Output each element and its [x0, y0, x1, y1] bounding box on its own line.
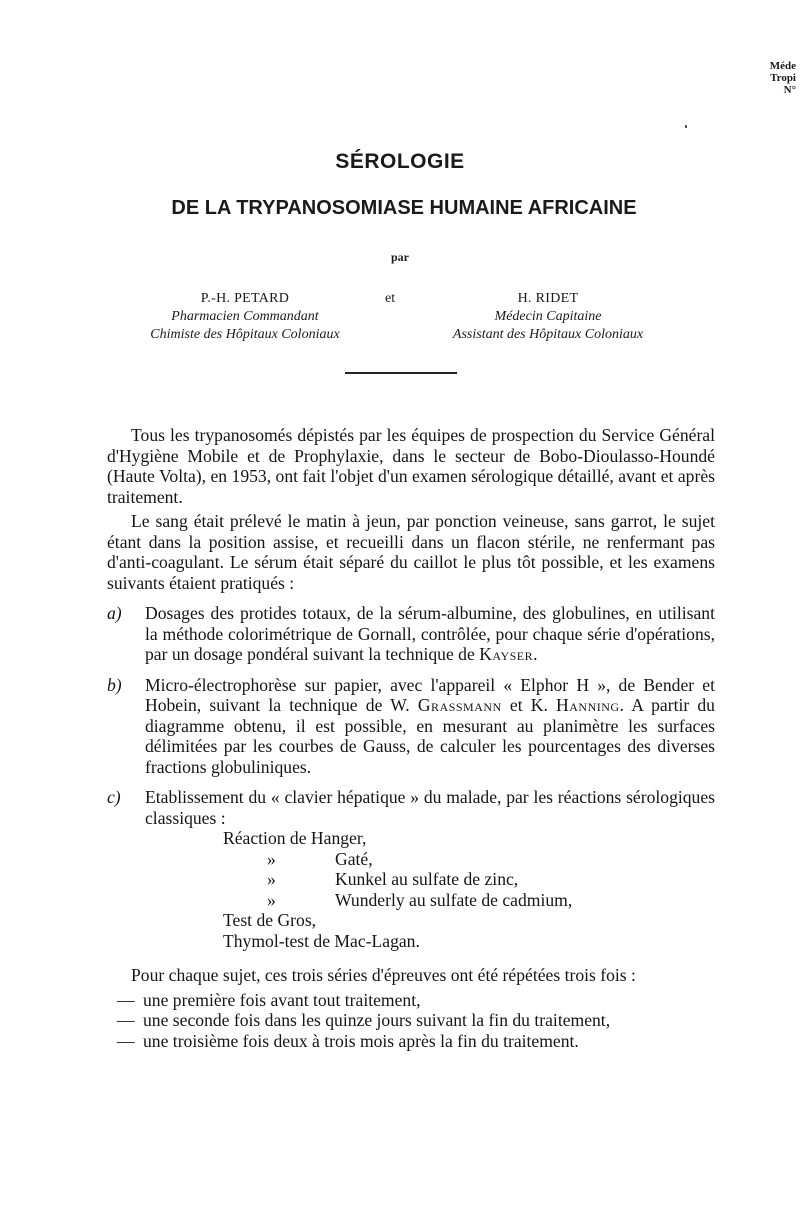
- author-2: [418, 290, 678, 344]
- corner-line-3: N°: [783, 84, 796, 96]
- author-1: [115, 290, 375, 344]
- author-1-affiliation: Chimiste des Hôpitaux Coloniaux: [150, 327, 340, 342]
- ditto-mark: »: [267, 889, 276, 910]
- ditto-mark: »: [267, 848, 276, 869]
- author-2-name: H. RIDET: [517, 291, 579, 306]
- margin-mark: [685, 125, 687, 128]
- dash-mark: —: [117, 1010, 135, 1030]
- paragraph-method: Le sang était prélevé le matin à jeun, par ponction veineuse, sans garrot, le sujet étant dans la position assise, et recueilli dans un flacon stérile, ne renfermant pas d'anti-coagulant. Le sérum était séparé du caillot le plus tôt possible, et les examens suivants étaient pratiqués :: [107, 511, 715, 593]
- item-a-end: .: [533, 644, 538, 664]
- divider-rule: [345, 372, 457, 374]
- article-subtitle: DE LA TRYPANOSOMIASE HUMAINE AFRICAINE: [171, 197, 637, 219]
- list-item-c: [107, 787, 715, 951]
- item-a-text: Dosages des protides totaux, de la sérum-albumine, des globulines, en utilisant la méthode colorimétrique de Gornall, contrôlée, pour chaque série d'opérations, par un dosage pondéral suivant la technique de: [145, 603, 715, 664]
- dash-mark: —: [117, 989, 135, 1010]
- item-c-label: c): [107, 787, 121, 807]
- item-c-text: Etablissement du « clavier hépatique » du malade, par les réactions sérologiques classiques :: [145, 787, 715, 828]
- list-item-a: [107, 603, 715, 665]
- author-2-affiliation: Assistant des Hôpitaux Coloniaux: [452, 327, 644, 342]
- article-body: [107, 425, 715, 1051]
- list-item-b: [107, 675, 715, 778]
- article-title: SÉROLOGIE: [335, 150, 465, 173]
- reaction-wunderly: » Wunderly au sulfate de cadmium,: [267, 889, 573, 910]
- ditto-mark: »: [267, 869, 276, 889]
- item-b-label: b): [107, 674, 122, 695]
- schedule-item-1: — une première fois avant tout traitement,: [117, 989, 421, 1010]
- paragraph-intro: Tous les trypanosomés dépistés par les équipes de prospection du Service Général d'Hygiène Mobile et de Prophylaxie, dans le secteur de Bobo-Dioulasso-Houndé (Haute Volta), en 1953, ont fait l'objet d'un examen sérologique détaillé, avant et après traitement.: [107, 425, 715, 507]
- reaction-gate: » Gaté,: [267, 848, 373, 869]
- by-label: par: [391, 250, 409, 264]
- item-b-author-1: Grassmann: [417, 695, 502, 715]
- reaction-hanger: Réaction de Hanger,: [223, 828, 367, 848]
- item-b-text-2: . A partir du diagramme obtenu, il est possible, en mesurant au planimètre les surfaces délimitées par les courbes de Gauss, de calculer les pourcentages des diverses fractions globuliniques.: [145, 695, 715, 777]
- reaction-kunkel: » Kunkel au sulfate de zinc,: [267, 869, 519, 889]
- journal-header-fragment: [770, 60, 796, 96]
- dash-mark: —: [117, 1030, 135, 1051]
- paragraph-repetition: Pour chaque sujet, ces trois séries d'épreuves ont été répétées trois fois :: [131, 965, 636, 985]
- item-a-author: Kayser: [479, 644, 534, 664]
- schedule-item-3: — une troisième fois deux à trois mois après la fin du traitement.: [117, 1030, 579, 1051]
- corner-line-2: Tropi: [770, 72, 796, 84]
- thymol-test: Thymol-test de Mac-Lagan.: [223, 930, 420, 951]
- item-b-text-1: Micro-électrophorèse sur papier, avec l'appareil « Elphor H », de Bender et Hobein, suivant la technique de W.: [145, 674, 715, 715]
- authors-conjunction: et: [385, 291, 396, 306]
- item-a-label: a): [107, 603, 122, 623]
- test-gros: Test de Gros,: [223, 910, 317, 930]
- item-b-and: et K.: [509, 695, 548, 715]
- author-1-role: Pharmacien Commandant: [171, 309, 319, 324]
- author-1-name: P.-H. PETARD: [200, 291, 290, 306]
- author-2-role: Médecin Capitaine: [494, 309, 602, 324]
- corner-line-1: Méde: [769, 60, 796, 72]
- item-b-author-2: Hanning: [556, 695, 620, 715]
- schedule-item-2: — une seconde fois dans les quinze jours suivant la fin du traitement,: [117, 1010, 611, 1030]
